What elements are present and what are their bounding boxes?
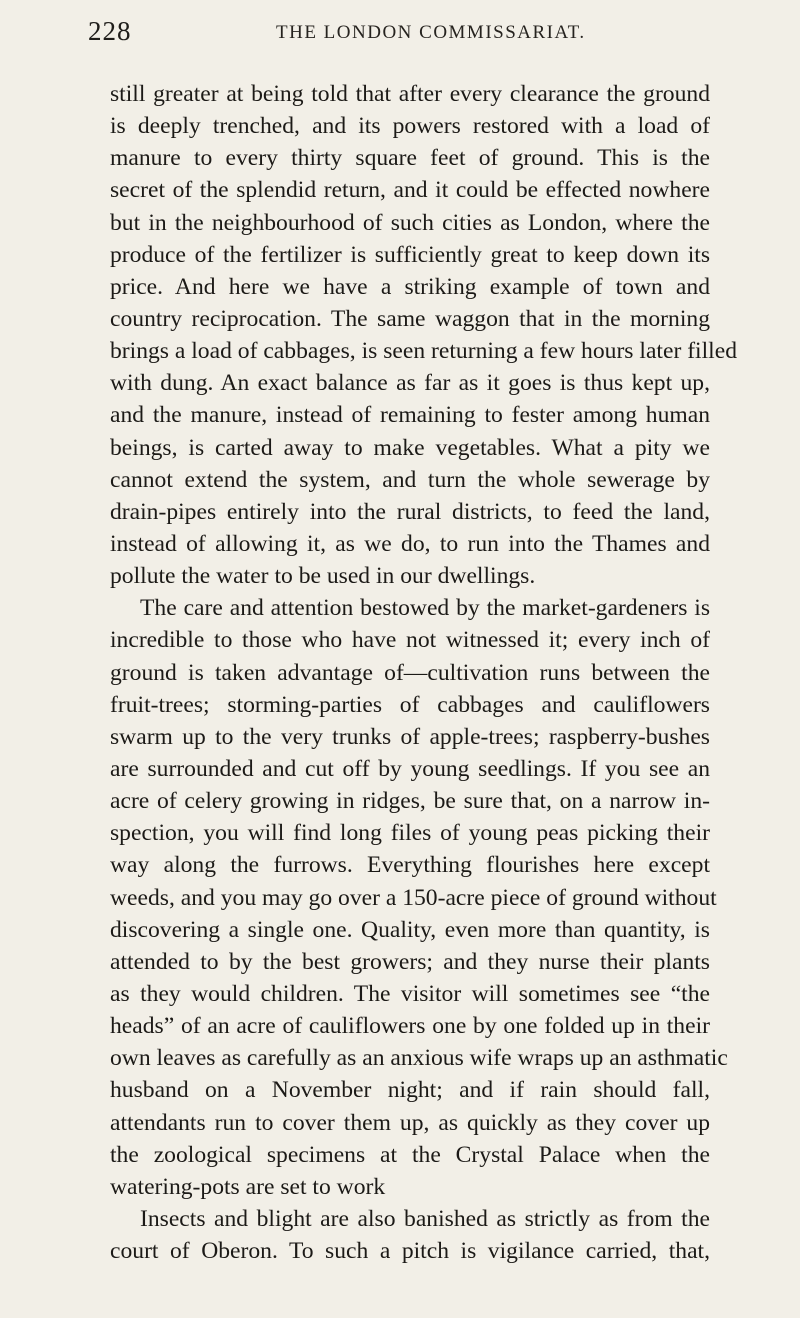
text-line: manure to every thirty square feet of ground. This is the xyxy=(110,145,710,172)
text-line: cannot extend the system, and turn the whole sewerage by xyxy=(110,466,710,493)
text-line: acre of celery growing in ridges, be sure that, on a narrow in- xyxy=(110,788,710,815)
text-line: beings, is carted away to make vegetables. What a pity we xyxy=(110,434,710,461)
running-head xyxy=(88,16,708,56)
text-line: way along the furrows. Everything flourishes here except xyxy=(110,852,710,879)
text-line-paragraph-start: Insects and blight are also banished as strictly as from the xyxy=(140,1205,710,1232)
page-number: 228 xyxy=(88,16,132,46)
text-line: the zoological specimens at the Crystal Palace when the xyxy=(110,1141,710,1168)
text-line: secret of the splendid return, and it could be effected nowhere xyxy=(110,177,710,204)
text-line: weeds, and you may go over a 150-acre piece of ground without xyxy=(110,884,717,911)
running-title: THE LONDON COMMISSARIAT. xyxy=(276,22,586,43)
text-line: price. And here we have a striking example of town and xyxy=(110,273,710,300)
body-text xyxy=(110,78,737,1267)
text-line: with dung. An exact balance as far as it goes is thus kept up, xyxy=(110,370,710,397)
text-line: country reciprocation. The same waggon that in the morning xyxy=(110,305,710,332)
text-line: is deeply trenched, and its powers restored with a load of xyxy=(110,113,710,140)
text-line: are surrounded and cut off by young seedlings. If you see an xyxy=(110,755,710,782)
text-line: husband on a November night; and if rain should fall, xyxy=(110,1077,710,1104)
text-line: drain-pipes entirely into the rural districts, to feed the land, xyxy=(110,498,710,525)
text-line-paragraph-end: watering-pots are set to work xyxy=(110,1173,386,1200)
text-line: ground is taken advantage of—cultivation runs between the xyxy=(110,659,710,686)
text-line: and the manure, instead of remaining to fester among human xyxy=(110,402,710,429)
text-line-paragraph-start: The care and attention bestowed by the market-gardeners is xyxy=(140,595,710,622)
text-line: produce of the fertilizer is sufficiently great to keep down its xyxy=(110,241,710,268)
text-line: discovering a single one. Quality, even more than quantity, is xyxy=(110,916,710,943)
text-line: as they would children. The visitor will sometimes see “the xyxy=(110,980,710,1007)
text-line: attended to by the best growers; and they nurse their plants xyxy=(110,948,710,975)
text-line: swarm up to the very trunks of apple-trees; raspberry-bushes xyxy=(110,723,710,750)
text-line: spection, you will find long files of young peas picking their xyxy=(110,820,710,847)
text-line: incredible to those who have not witnessed it; every inch of xyxy=(110,627,710,654)
text-line-paragraph-end: pollute the water to be used in our dwellings. xyxy=(110,563,536,590)
text-line: still greater at being told that after every clearance the ground xyxy=(110,81,710,107)
text-line: but in the neighbourhood of such cities as London, where the xyxy=(110,209,710,236)
text-line: brings a load of cabbages, is seen returning a few hours later filled xyxy=(110,338,737,365)
text-line: court of Oberon. To such a pitch is vigilance carried, that, xyxy=(110,1238,710,1265)
text-line: heads” of an acre of cauliflowers one by one folded up in their xyxy=(110,1013,710,1040)
text-line: fruit-trees; storming-parties of cabbages and cauliflowers xyxy=(110,691,710,718)
text-line: own leaves as carefully as an anxious wife wraps up an asthmatic xyxy=(110,1045,728,1072)
text-line: instead of allowing it, as we do, to run into the Thames and xyxy=(110,530,710,557)
text-line: attendants run to cover them up, as quickly as they cover up xyxy=(110,1109,710,1136)
